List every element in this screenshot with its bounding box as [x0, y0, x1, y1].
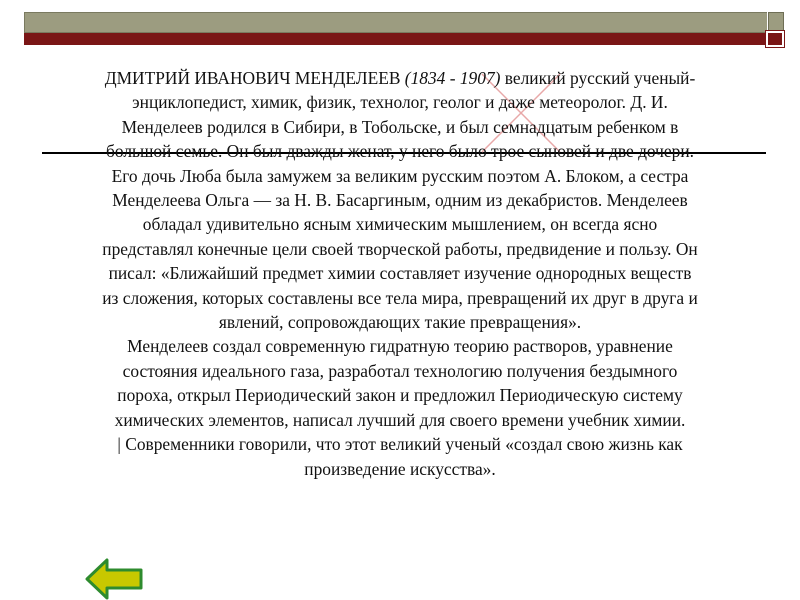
achievements-paragraph: Менделеев создал современную гидратную теорию растворов, уравнение состояния идеального газа, разработал технологию получения бездымного пороха, открыл Периодический закон и предложил Периодическую систему химических элементов, написал лучший для своего времени учебник химии.: [114, 336, 686, 430]
header-square-olive: [768, 12, 784, 31]
left-arrow-icon: [87, 560, 141, 598]
scientist-dates: (1834 - 1907): [404, 68, 501, 88]
header-bar-red: [24, 33, 766, 45]
slide-body-text: [100, 66, 700, 481]
scientist-name: ДМИТРИЙ ИВАНОВИЧ МЕНДЕЛЕЕВ: [104, 68, 401, 88]
header-square-red: [766, 31, 784, 47]
contemporaries-quote: | Современники говорили, что этот великий ученый «создал свою жизнь как произведение искусства».: [117, 434, 683, 479]
back-arrow-button[interactable]: [85, 558, 143, 600]
biography-paragraph: великий русский ученый-энциклопедист, химик, физик, технолог, геолог и даже метеоролог. Д. И. Менделеев родился в Сибири, в Тобольске, и был семнадцатым ребенком в большой семье. Он был дважды женат, у него было трое сыновей и две дочери. Его дочь Люба была замужем за великим русским поэтом А. Блоком, а сестра Менделеева Ольга — за Н. В. Басаргиным, одним из декабристов. Менделеев обладал удивительно ясным химическим мышлением, он всегда ясно представлял конечные цели своей творческой работы, предвидение и пользу. Он писал: «Ближайший предмет химии составляет изучение однородных веществ из сложения, которых составлены все тела мира, превращений их друг в друга и явлений, сопровождающих такие превращения».: [102, 68, 698, 333]
header-bar-olive: [24, 12, 767, 33]
